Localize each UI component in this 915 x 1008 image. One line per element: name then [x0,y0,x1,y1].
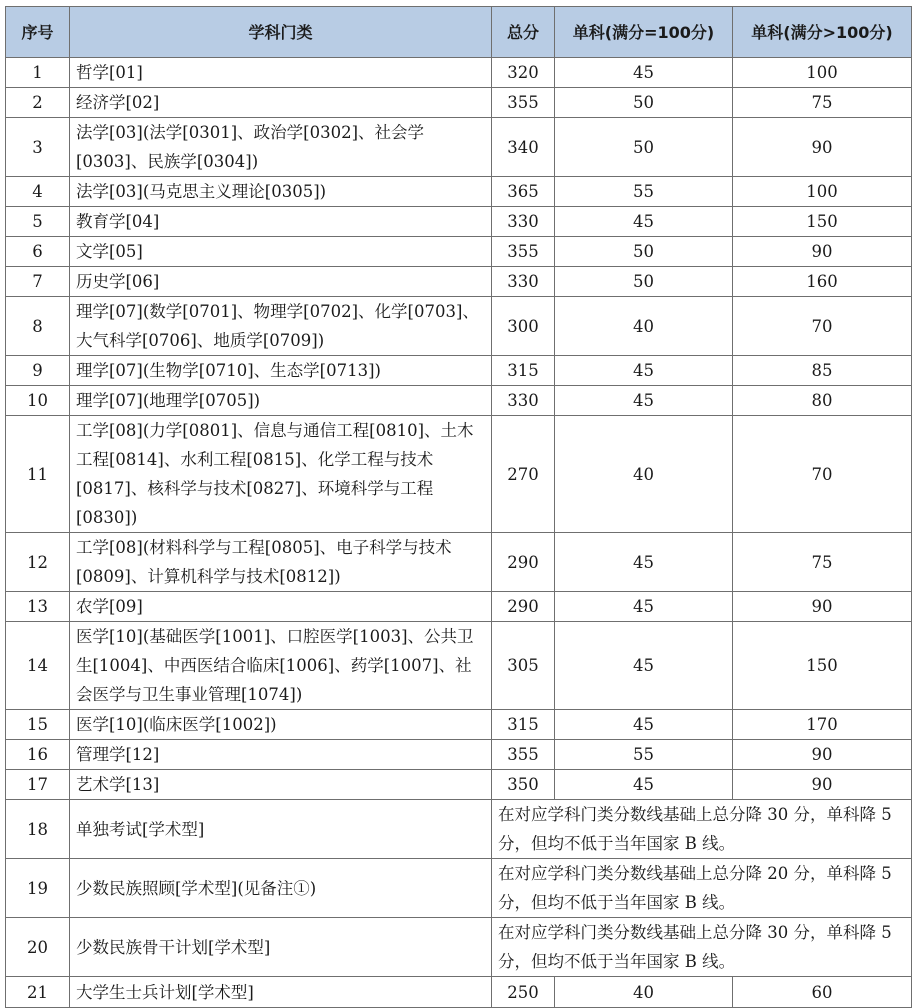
row-seq: 3 [6,118,70,177]
row-single-over-100: 85 [733,356,912,386]
table-row [6,977,912,1008]
table-row [6,710,912,740]
row-total: 315 [492,710,555,740]
row-total: 250 [492,977,555,1008]
row-single-over-100: 90 [733,740,912,770]
row-subject: 少数民族骨干计划[学术型] [70,918,492,977]
row-subject: 哲学[01] [70,58,492,88]
row-total: 330 [492,267,555,297]
row-subject: 大学生士兵计划[学术型] [70,977,492,1008]
header-seq: 序号 [6,7,70,58]
row-seq: 1 [6,58,70,88]
row-single-100: 45 [555,356,733,386]
row-single-over-100: 90 [733,592,912,622]
row-subject: 医学[10](临床医学[1002]) [70,710,492,740]
table-row [6,267,912,297]
table-row [6,207,912,237]
row-single-100: 45 [555,770,733,800]
row-subject: 医学[10](基础医学[1001]、口腔医学[1003]、公共卫生[1004]、中西医结合临床[1006]、药学[1007]、社会医学与卫生事业管理[1074]) [70,622,492,710]
table-row [6,297,912,356]
row-single-100: 50 [555,118,733,177]
row-single-100: 50 [555,267,733,297]
header-single-over-100: 单科(满分>100分) [733,7,912,58]
row-single-over-100: 75 [733,88,912,118]
row-single-100: 45 [555,592,733,622]
table-row [6,88,912,118]
row-subject: 理学[07](生物学[0710]、生态学[0713]) [70,356,492,386]
row-note: 在对应学科门类分数线基础上总分降 30 分，单科降 5 分，但均不低于当年国家 B 线。 [492,918,912,977]
row-subject: 理学[07](数学[0701]、物理学[0702]、化学[0703]、大气科学[0706]、地质学[0709]) [70,297,492,356]
row-total: 355 [492,740,555,770]
row-total: 300 [492,297,555,356]
table-row [6,533,912,592]
row-single-100: 45 [555,58,733,88]
row-total: 355 [492,88,555,118]
row-single-over-100: 150 [733,207,912,237]
row-single-over-100: 100 [733,58,912,88]
table-row [6,386,912,416]
row-note: 在对应学科门类分数线基础上总分降 20 分，单科降 5 分，但均不低于当年国家 B 线。 [492,859,912,918]
table-row [6,622,912,710]
row-seq: 8 [6,297,70,356]
row-single-100: 50 [555,88,733,118]
row-seq: 11 [6,416,70,533]
row-seq: 19 [6,859,70,918]
row-single-over-100: 90 [733,237,912,267]
row-single-over-100: 80 [733,386,912,416]
row-single-100: 45 [555,710,733,740]
special-row [6,918,912,977]
table-row [6,177,912,207]
row-single-100: 55 [555,740,733,770]
row-seq: 13 [6,592,70,622]
row-subject: 历史学[06] [70,267,492,297]
row-subject: 管理学[12] [70,740,492,770]
row-total: 355 [492,237,555,267]
row-single-100: 45 [555,207,733,237]
table-row [6,592,912,622]
table-row [6,740,912,770]
row-total: 340 [492,118,555,177]
table-header-row [6,7,912,58]
row-single-100: 55 [555,177,733,207]
row-single-over-100: 70 [733,416,912,533]
row-subject: 教育学[04] [70,207,492,237]
special-row [6,800,912,859]
table-row [6,237,912,267]
row-single-over-100: 90 [733,770,912,800]
row-total: 315 [492,356,555,386]
row-subject: 理学[07](地理学[0705]) [70,386,492,416]
row-total: 330 [492,207,555,237]
header-subject: 学科门类 [70,7,492,58]
row-single-over-100: 75 [733,533,912,592]
row-seq: 17 [6,770,70,800]
special-row [6,859,912,918]
table-row [6,356,912,386]
row-subject: 工学[08](力学[0801]、信息与通信工程[0810]、土木工程[0814]、水利工程[0815]、化学工程与技术[0817]、核科学与技术[0827]、环境科学与工程[0830]) [70,416,492,533]
row-subject: 单独考试[学术型] [70,800,492,859]
row-total: 365 [492,177,555,207]
row-subject: 艺术学[13] [70,770,492,800]
row-single-100: 45 [555,386,733,416]
row-single-over-100: 160 [733,267,912,297]
row-subject: 工学[08](材料科学与工程[0805]、电子科学与技术[0809]、计算机科学与技术[0812]) [70,533,492,592]
row-seq: 9 [6,356,70,386]
header-single-100: 单科(满分=100分) [555,7,733,58]
row-subject: 少数民族照顾[学术型](见备注①) [70,859,492,918]
row-single-over-100: 100 [733,177,912,207]
row-single-over-100: 60 [733,977,912,1008]
row-seq: 21 [6,977,70,1008]
row-seq: 16 [6,740,70,770]
table-row [6,416,912,533]
row-total: 290 [492,592,555,622]
row-single-over-100: 90 [733,118,912,177]
row-single-100: 45 [555,622,733,710]
row-seq: 5 [6,207,70,237]
row-subject: 农学[09] [70,592,492,622]
row-seq: 7 [6,267,70,297]
row-single-100: 50 [555,237,733,267]
row-seq: 2 [6,88,70,118]
row-subject: 法学[03](马克思主义理论[0305]) [70,177,492,207]
table-row [6,770,912,800]
header-total: 总分 [492,7,555,58]
row-total: 270 [492,416,555,533]
row-seq: 20 [6,918,70,977]
row-seq: 6 [6,237,70,267]
row-total: 305 [492,622,555,710]
row-subject: 法学[03](法学[0301]、政治学[0302]、社会学[0303]、民族学[0304]) [70,118,492,177]
row-single-100: 40 [555,416,733,533]
row-single-over-100: 150 [733,622,912,710]
row-note: 在对应学科门类分数线基础上总分降 30 分，单科降 5 分，但均不低于当年国家 B 线。 [492,800,912,859]
row-total: 320 [492,58,555,88]
table-row [6,58,912,88]
row-subject: 经济学[02] [70,88,492,118]
row-single-over-100: 70 [733,297,912,356]
row-seq: 14 [6,622,70,710]
row-single-100: 45 [555,533,733,592]
table-row [6,118,912,177]
row-seq: 15 [6,710,70,740]
row-total: 350 [492,770,555,800]
row-seq: 12 [6,533,70,592]
row-total: 290 [492,533,555,592]
row-single-over-100: 170 [733,710,912,740]
row-seq: 4 [6,177,70,207]
row-subject: 文学[05] [70,237,492,267]
row-single-100: 40 [555,977,733,1008]
row-single-100: 40 [555,297,733,356]
score-table [5,6,912,1008]
row-seq: 18 [6,800,70,859]
row-seq: 10 [6,386,70,416]
row-total: 330 [492,386,555,416]
